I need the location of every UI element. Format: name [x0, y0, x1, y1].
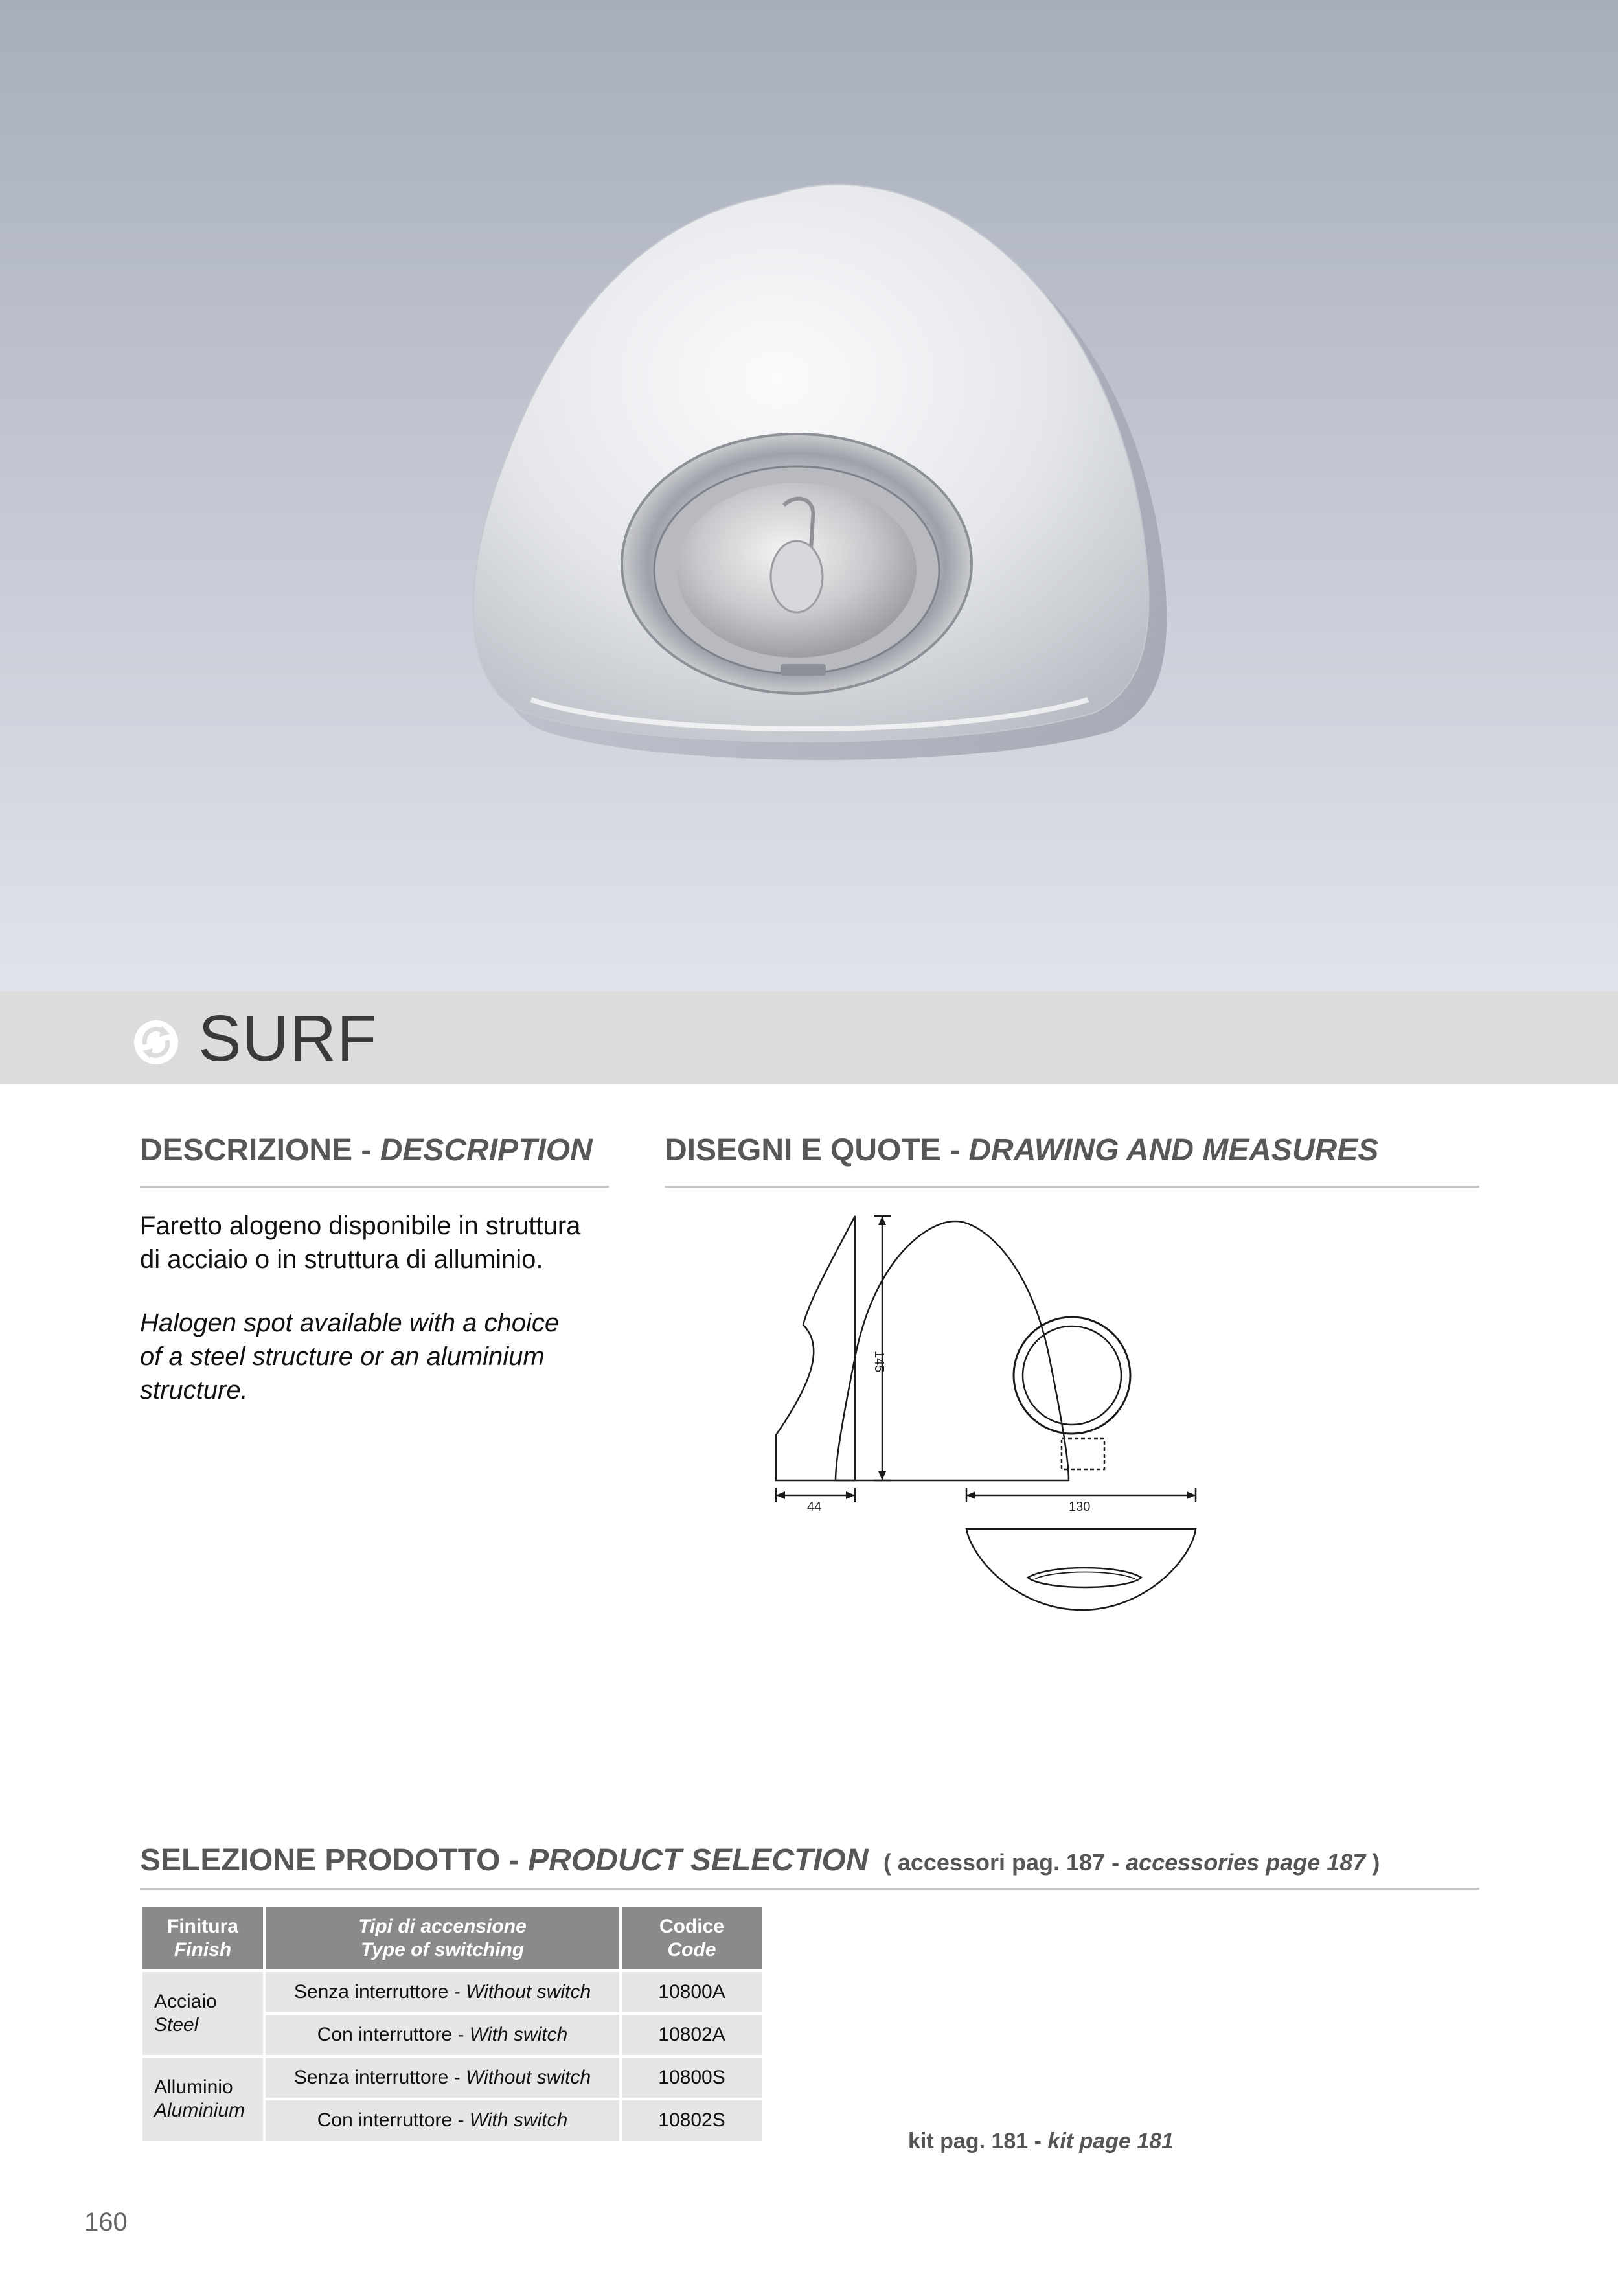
description-text-en: [140, 1306, 559, 1407]
bottom-switch-slot: [1028, 1568, 1141, 1587]
front-view-outline: [836, 1221, 1069, 1480]
code-cell: 10802S: [622, 2100, 762, 2141]
description-en-line: of a steel structure or an aluminium: [140, 1342, 545, 1371]
drawings-heading-en: DRAWING AND MEASURES: [968, 1133, 1379, 1167]
switching-en: Without switch: [466, 1981, 591, 2003]
page-number: 160: [84, 2208, 128, 2236]
product-photo: [0, 0, 1618, 991]
dim-height-label: 145: [872, 1351, 886, 1373]
technical-drawings: [745, 1195, 1224, 1623]
drawings-heading: [665, 1131, 1378, 1170]
accessories-note-close: ): [1365, 1849, 1380, 1876]
finish-cell-aluminium: [142, 2058, 263, 2141]
description-text-it: [140, 1209, 580, 1276]
code-cell: 10800A: [622, 1972, 762, 2012]
finish-it: Alluminio: [154, 2076, 233, 2098]
switching-it: Con interruttore -: [317, 2109, 470, 2131]
finish-it: Acciaio: [154, 1991, 217, 2012]
table-row: [142, 2058, 762, 2098]
description-rule: [140, 1186, 609, 1188]
kit-note-it: kit pag. 181 -: [908, 2129, 1048, 2153]
switching-cell: [266, 1972, 619, 2012]
col-code: [622, 1907, 762, 1969]
kit-note-en: kit page 181: [1047, 2129, 1174, 2153]
col-finish: [142, 1907, 263, 1969]
description-heading: [140, 1131, 593, 1170]
description-heading-en: DESCRIPTION: [380, 1133, 593, 1167]
description-en-line: Halogen spot available with a choice: [140, 1309, 560, 1337]
switching-cell: [266, 2015, 619, 2055]
selection-heading-it: SELEZIONE PRODOTTO -: [140, 1843, 529, 1877]
selection-rule: [140, 1888, 1479, 1890]
finish-en: Steel: [154, 2014, 199, 2036]
bottom-view-outline: [966, 1529, 1196, 1610]
col-switching: [266, 1907, 619, 1969]
dim-depth-label: 44: [807, 1500, 822, 1514]
col-finish-it: Finitura: [167, 1916, 238, 1937]
selection-heading: [140, 1841, 1380, 1882]
col-finish-en: Finish: [174, 1939, 232, 1960]
table-row: [142, 1972, 762, 2012]
description-en-line: structure.: [140, 1376, 248, 1405]
switching-it: Senza interruttore -: [293, 1981, 466, 2003]
finish-cell-steel: [142, 1972, 263, 2055]
finish-en: Aluminium: [154, 2100, 245, 2121]
drawings-heading-it: DISEGNI E QUOTE -: [665, 1133, 969, 1167]
product-title: SURF: [198, 1002, 378, 1075]
selection-heading-en: PRODUCT SELECTION: [528, 1843, 869, 1877]
switching-en: With switch: [469, 2109, 568, 2131]
switching-en: Without switch: [466, 2067, 591, 2088]
dim-width-label: 130: [1069, 1500, 1091, 1514]
drawings-rule: [665, 1186, 1479, 1188]
switching-cell: [266, 2100, 619, 2141]
code-cell: 10800S: [622, 2058, 762, 2098]
col-code-en: Code: [667, 1939, 716, 1960]
technical-drawing-svg: [745, 1195, 1224, 1623]
accessories-note-en: accessories page 187: [1126, 1849, 1366, 1876]
description-it-line: Faretto alogeno disponibile in struttura: [140, 1211, 581, 1240]
kit-note: [908, 2129, 1174, 2154]
switching-cell: [266, 2058, 619, 2098]
col-switching-en: Type of switching: [360, 1939, 525, 1960]
description-heading-it: DESCRIZIONE -: [140, 1133, 380, 1167]
switching-en: With switch: [469, 2024, 568, 2045]
description-it-line: di acciaio o in struttura di alluminio.: [140, 1245, 543, 1274]
col-switching-it: Tipi di accensione: [358, 1916, 527, 1937]
switching-it: Con interruttore -: [317, 2024, 470, 2045]
accessories-note: [877, 1849, 1380, 1876]
side-profile: [776, 1216, 855, 1480]
front-spot-ring-outer: [1014, 1317, 1130, 1434]
table-header-row: [142, 1907, 762, 1969]
surf-lamp-illustration: [0, 0, 1618, 991]
col-code-it: Codice: [659, 1916, 725, 1937]
front-spot-ring-inner: [1023, 1326, 1121, 1425]
accessories-note-it: ( accessori pag. 187 -: [883, 1849, 1126, 1876]
refresh-icon: [132, 1018, 180, 1066]
product-selection-table: [140, 1905, 764, 2143]
switching-it: Senza interruttore -: [293, 2067, 466, 2088]
code-cell: 10802A: [622, 2015, 762, 2055]
